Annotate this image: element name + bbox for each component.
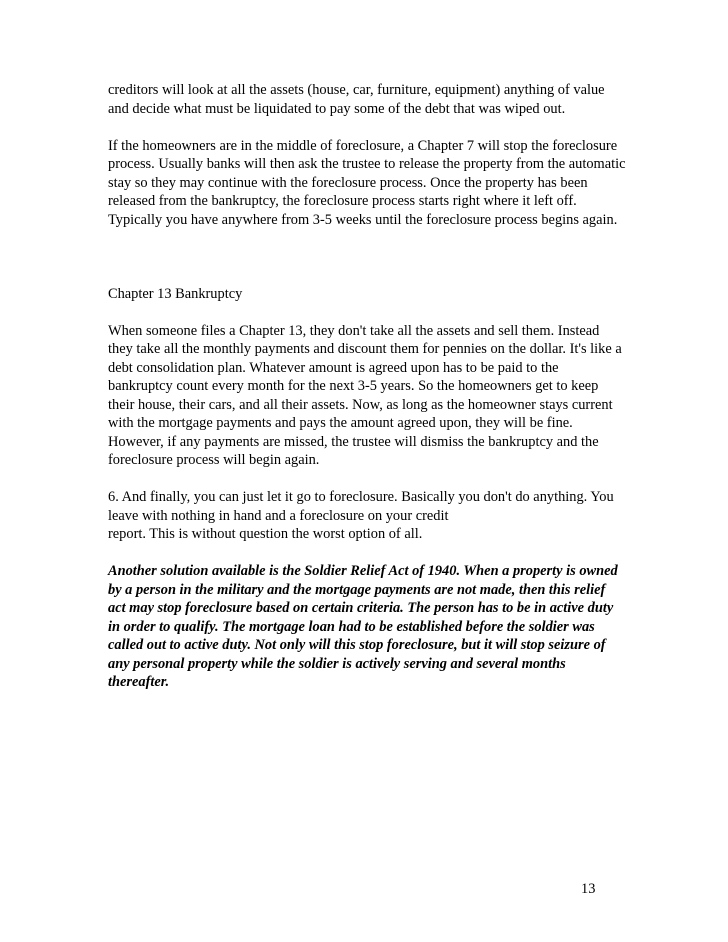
text-line: foreclosure process will begin again. [108,452,320,468]
text-line: and decide what must be liquidated to pay some of the debt that was wiped out. [108,100,566,117]
text-line: report. This is without question the worst option of all. [108,526,423,542]
paragraph-chapter-13-explanation [108,322,628,470]
text-line: with the mortgage payments and pays the amount agreed upon, they will be fine. [108,415,573,431]
text-line: 6. And finally, you can just let it go to foreclosure. Basically you don't do anything. You [108,489,614,505]
paragraph-spacer [108,303,628,322]
text-line: creditors will look at all the assets (house, car, furniture, equipment) anything of value [108,82,605,98]
text-line: process. Usually banks will then ask the trustee to release the property from the automatic [108,156,626,172]
text-line: any personal property while the soldier is actively serving and several months [108,655,566,672]
text-line: by a person in the military and the mortgage payments are not made, then this relief [108,581,606,598]
text-line: However, if any payments are missed, the trustee will dismiss the bankruptcy and the [108,433,599,450]
text-line: called out to active duty. Not only will this stop foreclosure, but it will stop seizure of [108,637,606,653]
section-spacer [108,229,628,285]
text-line: debt consolidation plan. Whatever amount is agreed upon has to be paid to the [108,359,559,376]
page-number: 13 [581,881,596,897]
page-body [108,81,628,692]
paragraph-spacer [108,118,628,137]
section-heading-chapter-13: Chapter 13 Bankruptcy [108,285,243,302]
paragraph-let-it-go-foreclosure [108,488,628,544]
text-line: Typically you have anywhere from 3-5 weeks until the foreclosure process begins again. [108,211,618,228]
paragraph-assets-liquidation [108,81,628,118]
paragraph-spacer [108,470,628,489]
paragraph-spacer [108,544,628,563]
text-line: released from the bankruptcy, the foreclosure process starts right where it left off. [108,193,577,209]
text-line: they take all the monthly payments and discount them for pennies on the dollar. It's like a [108,341,622,357]
text-line: act may stop foreclosure based on certain criteria. The person has to be in active duty [108,600,614,616]
text-line: If the homeowners are in the middle of foreclosure, a Chapter 7 will stop the foreclosure [108,137,618,154]
text-line: thereafter. [108,674,170,690]
text-line: stay so they may continue with the foreclosure process. Once the property has been [108,174,588,191]
text-line: bankruptcy count every month for the next 3-5 years. So the homeowners get to keep [108,378,599,394]
paragraph-soldier-relief-act [108,562,628,692]
text-line: When someone files a Chapter 13, they don't take all the assets and sell them. Instead [108,322,600,339]
text-line: in order to qualify. The mortgage loan had to be established before the soldier was [108,618,595,635]
text-line: leave with nothing in hand and a foreclosure on your credit [108,507,449,524]
paragraph-chapter-7-foreclosure [108,137,628,230]
text-line: Another solution available is the Soldier Relief Act of 1940. When a property is owned [108,563,618,579]
text-line: their house, their cars, and all their assets. Now, as long as the homeowner stays current [108,396,613,413]
